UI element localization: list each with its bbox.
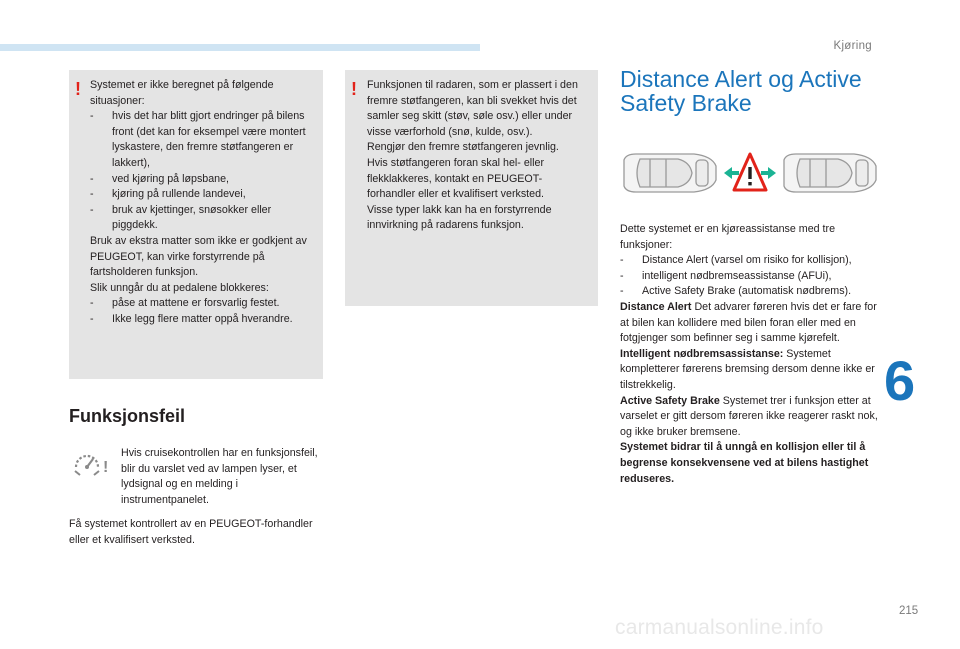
fault-footer: Få systemet kontrollert av en PEUGEOT-forhandler eller et kvalifisert verksted. <box>69 518 313 546</box>
page-number: 215 <box>899 605 919 617</box>
two-cars-collision-warning-icon <box>620 150 880 196</box>
warning-exclamation-icon: ! <box>75 79 81 99</box>
list-item: - påse at mattene er forsvarlig festet. <box>90 297 280 310</box>
list-item: - intelligent nødbremseassistanse (AFUi), <box>620 269 832 282</box>
fault-description: Hvis cruisekontrollen har en funksjonsfeil, blir du varslet ved av lampen lyser, et lydsignal og en melding i instrumentpanelet. <box>121 447 318 506</box>
list-item: - bruk av kjettinger, snøsokker eller piggdekk. <box>90 203 272 232</box>
svg-text:!: ! <box>103 459 108 476</box>
warning-exclamation-icon: ! <box>351 79 357 99</box>
section-label: Kjøring <box>833 40 872 52</box>
paragraph: Active Safety Brake Systemet trer i funksjon etter at varselet er gitt dersom føreren ikke reagerer raskt nok, og ikke bruker bremsene. <box>620 394 878 438</box>
paragraph: Rengjør den fremre støtfangeren jevnlig. <box>367 141 559 154</box>
header-accent-bar <box>0 44 480 51</box>
warning-box-radar <box>345 70 598 306</box>
paragraph: Visse typer lakk kan ha en forstyrrende innvirkning på radarens funksjon. <box>367 203 552 232</box>
section-heading: Funksjonsfeil <box>69 406 186 426</box>
warning-box-limitations <box>69 70 323 379</box>
list-item: - Ikke legg flere matter oppå hverandre. <box>90 312 293 325</box>
paragraph: Funksjonen til radaren, som er plassert i den fremre støtfangeren, kan bli svekket hvis det samler seg skitt (støv, søle osv.) eller under visse værforhold (snø, kulde, osv.). <box>367 79 578 138</box>
paragraph: Distance Alert Det advarer føreren hvis det er fare for at bilen kan kollidere med bilen foran eller med en fotgjenger som befinner seg i samme kjørefelt. <box>620 300 877 345</box>
list-item: - hvis det har blitt gjort endringer på bilens front (det kan for eksempel være montert lyskastere, den fremre støtfangeren er lakkert), <box>90 110 306 169</box>
paragraph: Intelligent nødbremsassistanse: Systemet kompletterer førerens bremsing dersom denne ikke er tilstrekkelig. <box>620 347 875 391</box>
warning-box-content <box>367 78 590 234</box>
list-item: - Active Safety Brake (automatisk nødbrems). <box>620 285 852 298</box>
list-item: - Distance Alert (varsel om risiko for kollisjon), <box>620 254 852 267</box>
intro-text: Dette systemet er en kjøreassistanse med tre funksjoner: <box>620 223 836 251</box>
distance-alert-body <box>620 222 882 487</box>
paragraph: Systemet bidrar til å unngå en kollisjon eller til å begrense konsekvensene ved at bilens hastighet reduseres. <box>620 441 869 485</box>
paragraph: Bruk av ekstra matter som ikke er godkjent av PEUGEOT, kan virke forstyrrende på fartsholderen funksjon. <box>90 234 307 279</box>
cruise-control-fault-icon <box>72 449 108 477</box>
warning-box-content <box>90 78 315 328</box>
list-item: - ved kjøring på løpsbane, <box>90 172 230 185</box>
page-title: Distance Alert og Active Safety Brake <box>620 66 862 116</box>
list-item: - kjøring på rullende landevei, <box>90 188 246 201</box>
intro-text: Systemet er ikke beregnet på følgende situasjoner: <box>90 79 274 107</box>
watermark: carmanualsonline.info <box>615 616 824 639</box>
chapter-number: 6 <box>884 349 916 412</box>
paragraph: Hvis støtfangeren foran skal hel- eller flekklakkeres, kontakt en PEUGEOT-forhandler eller et kvalifisert verksted. <box>367 156 545 201</box>
paragraph: Slik unngår du at pedalene blokkeres: <box>90 281 269 294</box>
